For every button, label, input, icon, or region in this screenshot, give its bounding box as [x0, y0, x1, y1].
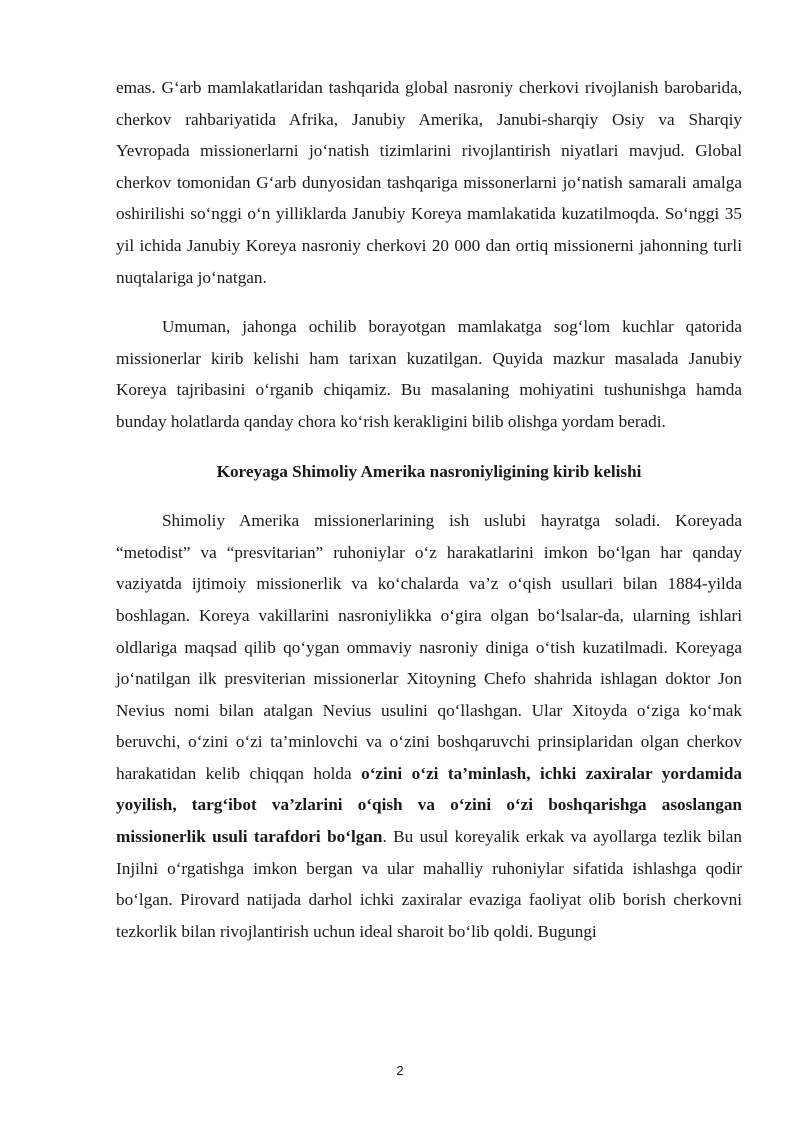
section-heading: Koreyaga Shimoliy Amerika nasroniyligining kirib kelishi [216, 461, 642, 481]
paragraph-spacer [116, 293, 742, 311]
page-number: 2 [396, 1063, 404, 1078]
body-paragraph-2: Umuman, jahonga ochilib borayotgan mamlakatga sog‘lom kuchlar qatorida missionerlar kirib kelishi ham tarixan kuzatilgan. Quyida mazkur masalada Janubiy Koreya tajribasini o‘rganib chiqamiz. Bu masalaning mohiyatini tushunishga hamda bunday holatlarda qanday chora ko‘rish kerakligini bilib olishga yordam beradi. [116, 317, 742, 431]
paragraph-3-bold-text: o‘zini o‘zi ta’minlash, ichki zaxiralar yordamida yoyilish, targ‘ibot va’zlarini o‘qish va o‘zini o‘zi boshqarishga asoslangan missionerlik usuli tarafdori bo‘lgan [116, 763, 742, 847]
paragraph-3-text-end: . Bu usul koreyalik erkak va ayollarga tezlik bilan Injilni o‘rgatishga imkon bergan va ular mahalliy ruhoniylar sifatida ishlashga qodir bo‘lgan. Pirovard natijada darhol ichki zaxiralar evaziga faoliyat olib borish cherkovni tezkorlik bilan rivojlantirish uchun ideal sharoit bo‘lib qoldi. Bugungi [116, 827, 742, 941]
document-page [116, 72, 742, 947]
paragraph-spacer [116, 438, 742, 456]
body-paragraph-3 [116, 505, 742, 947]
paragraph-3-text-start: Shimoliy Amerika missionerlarining ish uslubi hayratga soladi. Koreyada “metodist” va “presvitarian” ruhoniylar o‘z harakatlarini imkon bo‘lgan har qanday vaziyatda ijtimoiy missionerlik va ko‘chalarda va’z o‘qish usullari bilan 1884-yilda boshlagan. Koreya vakillarini nasroniylikka o‘gira olgan bo‘lsalar-da, ularning ishlari oldlariga maqsad qilib qo‘ygan ommaviy nasroniy diniga o‘tish kuzatilmadi. Koreyaga jo‘natilgan ilk presviterian missionerlar Xitoyning Chefo shahrida ishlagan doktor Jon Nevius nomi bilan atalgan Nevius usulini qo‘llashgan. Ular Xitoyda o‘ziga ko‘mak beruvchi, o‘zini o‘zi ta’minlovchi va o‘zini boshqaruvchi prinsiplaridan olgan cherkov harakatidan kelib chiqqan holda [116, 511, 742, 783]
body-paragraph-1: emas. G‘arb mamlakatlaridan tashqarida global nasroniy cherkovi rivojlanish barobarida, cherkov rahbariyatida Afrika, Janubiy Amerika, Janubi-sharqiy Osiy va Sharqiy Yevropada missionerlarni jo‘natish tizimlarini rivojlantirish niyatlari mavjud. Global cherkov tomonidan G‘arb dunyosidan tashqariga missonerlarni jo‘natish samarali amalga oshirilishi so‘nggi o‘n yilliklarda Janubiy Koreya mamlakatida kuzatilmoqda. So‘nggi 35 yil ichida Janubiy Koreya nasroniy cherkovi 20 000 dan ortiq missionerni jahonning turli nuqtalariga jo‘natgan. [116, 78, 742, 287]
paragraph-spacer [116, 487, 742, 505]
